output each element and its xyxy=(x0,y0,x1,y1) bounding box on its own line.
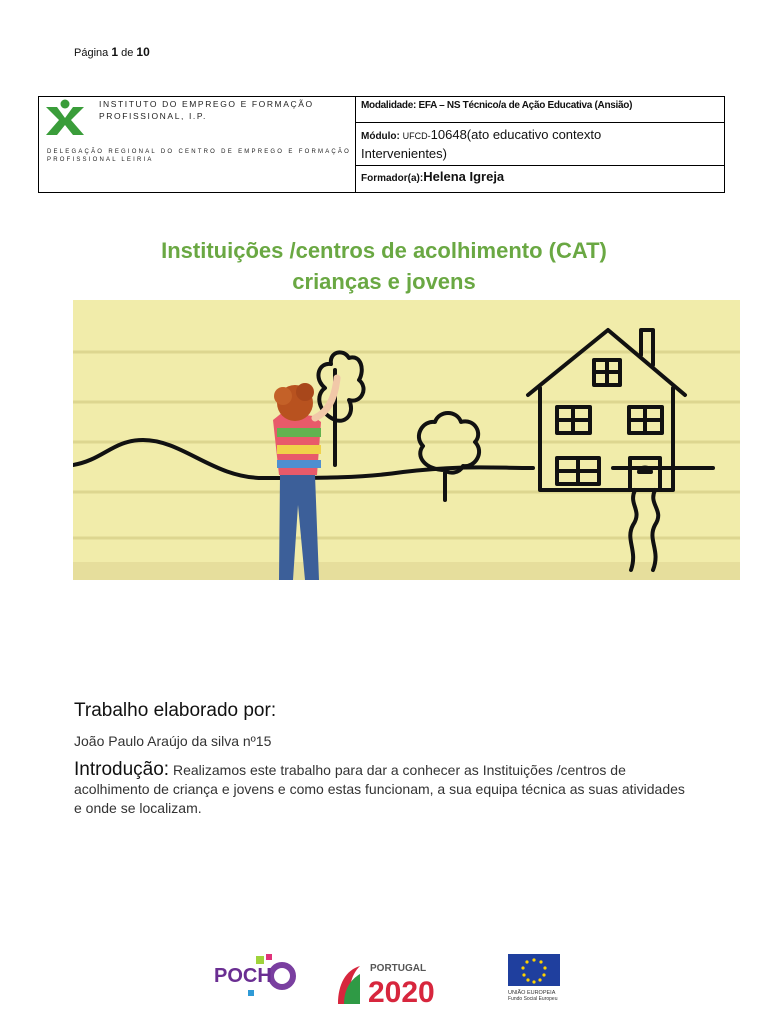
esf-label: Fundo Social Europeu xyxy=(508,996,558,1002)
formador-label: Formador(a): xyxy=(361,173,424,184)
portugal-label: PORTUGAL xyxy=(370,963,427,974)
modalidade-text: Modalidade: EFA – NS Técnico/a de Ação Educativa (Ansião) xyxy=(361,100,633,111)
introduction-text: Realizamos este trabalho para dar a conhecer as Instituições /centros de acolhimento de criança e jovens e como estas funcionam, a sua equipa técnica as suas atividades e onde se localizam. xyxy=(74,762,685,816)
modulo-code: UFCD- xyxy=(402,131,431,141)
modulo-value: 10648(ato educativo contexto Intervenientes) xyxy=(361,127,602,161)
eu-label: UNIÃO EUROPEIA xyxy=(508,990,556,996)
document-title-line1: Instituições /centros de acolhimento (CAT) xyxy=(161,238,607,263)
year-label: 2020 xyxy=(368,976,435,1006)
page-number: Página 1 de 10 xyxy=(74,45,150,59)
delegation-name: DELEGAÇÃO REGIONAL DO CENTRO DE EMPREGO E FORMAÇÃO PROFISSIONAL LEIRIA xyxy=(47,149,351,163)
modulo-label: Módulo: xyxy=(361,131,400,142)
introduction-paragraph xyxy=(74,760,694,818)
european-union-logo xyxy=(506,952,582,1002)
introduction-label: Introdução: xyxy=(74,759,170,780)
poch-logo-text: POCH xyxy=(214,965,272,987)
document-title-line2: crianças e jovens xyxy=(292,269,476,294)
formador-cell xyxy=(355,166,724,192)
header-table xyxy=(38,96,725,193)
hero-illustration xyxy=(73,300,740,580)
modalidade-cell xyxy=(355,97,724,123)
iefp-logo-icon xyxy=(43,99,87,137)
portugal-2020-logo xyxy=(336,960,472,1006)
authored-by-heading: Trabalho elaborado por: xyxy=(74,700,277,721)
formador-name: Helena Igreja xyxy=(423,169,505,184)
institute-cell xyxy=(39,97,356,192)
modulo-cell xyxy=(355,123,724,166)
poch-logo xyxy=(212,952,296,1002)
author-name: João Paulo Araújo da silva nº15 xyxy=(74,733,272,749)
institute-name: INSTITUTO DO EMPREGO E FORMAÇÃO PROFISSIONAL, I.P. xyxy=(99,99,314,121)
